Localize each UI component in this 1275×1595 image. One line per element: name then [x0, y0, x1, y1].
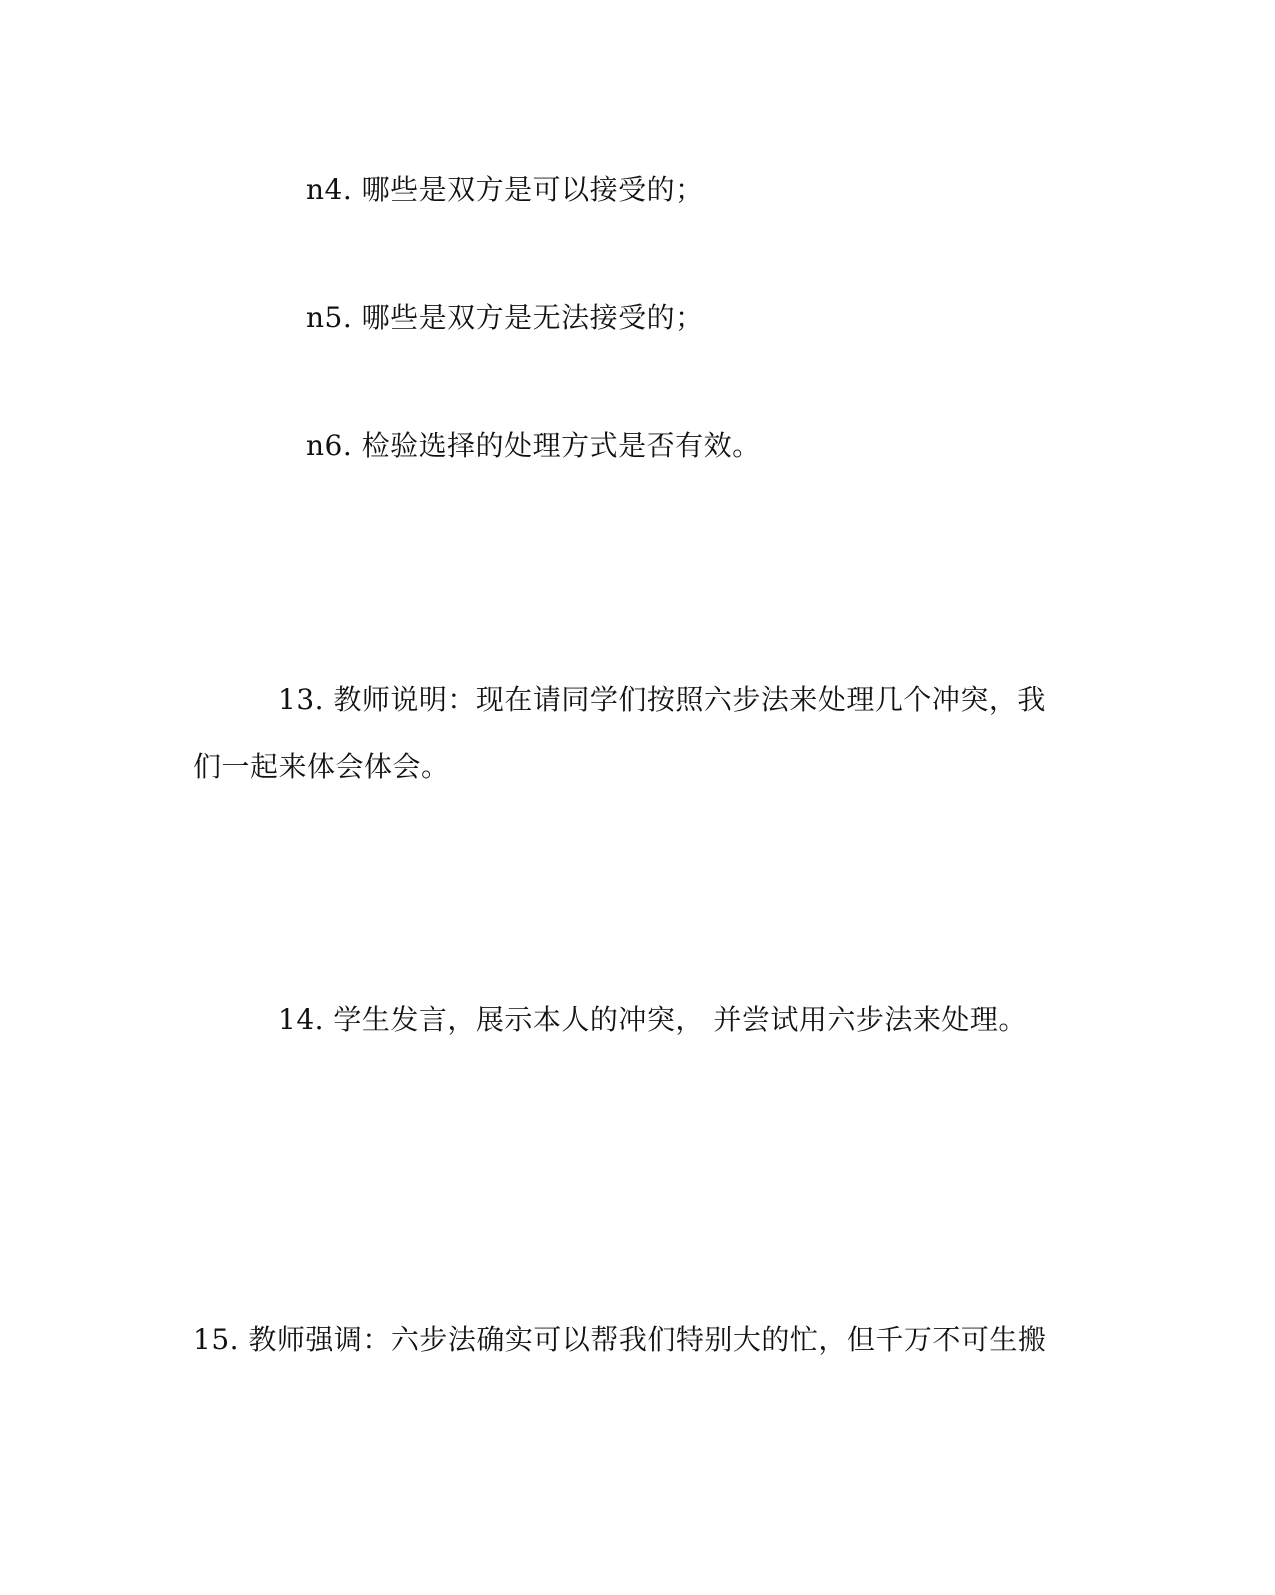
- list-item-n4: n4. 哪些是双方是可以接受的；: [306, 173, 704, 206]
- paragraph-13-line-1: 13. 教师说明：现在请同学们按照六步法来处理几个冲突，我: [278, 683, 1046, 716]
- paragraph-14: 14. 学生发言，展示本人的冲突， 并尝试用六步法来处理。: [278, 1003, 1027, 1036]
- paragraph-13-line-2: 们一起来体会体会。: [193, 750, 450, 783]
- list-item-n6: n6. 检验选择的处理方式是否有效。: [306, 429, 761, 462]
- list-item-n5: n5. 哪些是双方是无法接受的；: [306, 301, 704, 334]
- paragraph-15-line-1: 15. 教师强调：六步法确实可以帮我们特别大的忙，但千万不可生搬: [193, 1323, 1047, 1356]
